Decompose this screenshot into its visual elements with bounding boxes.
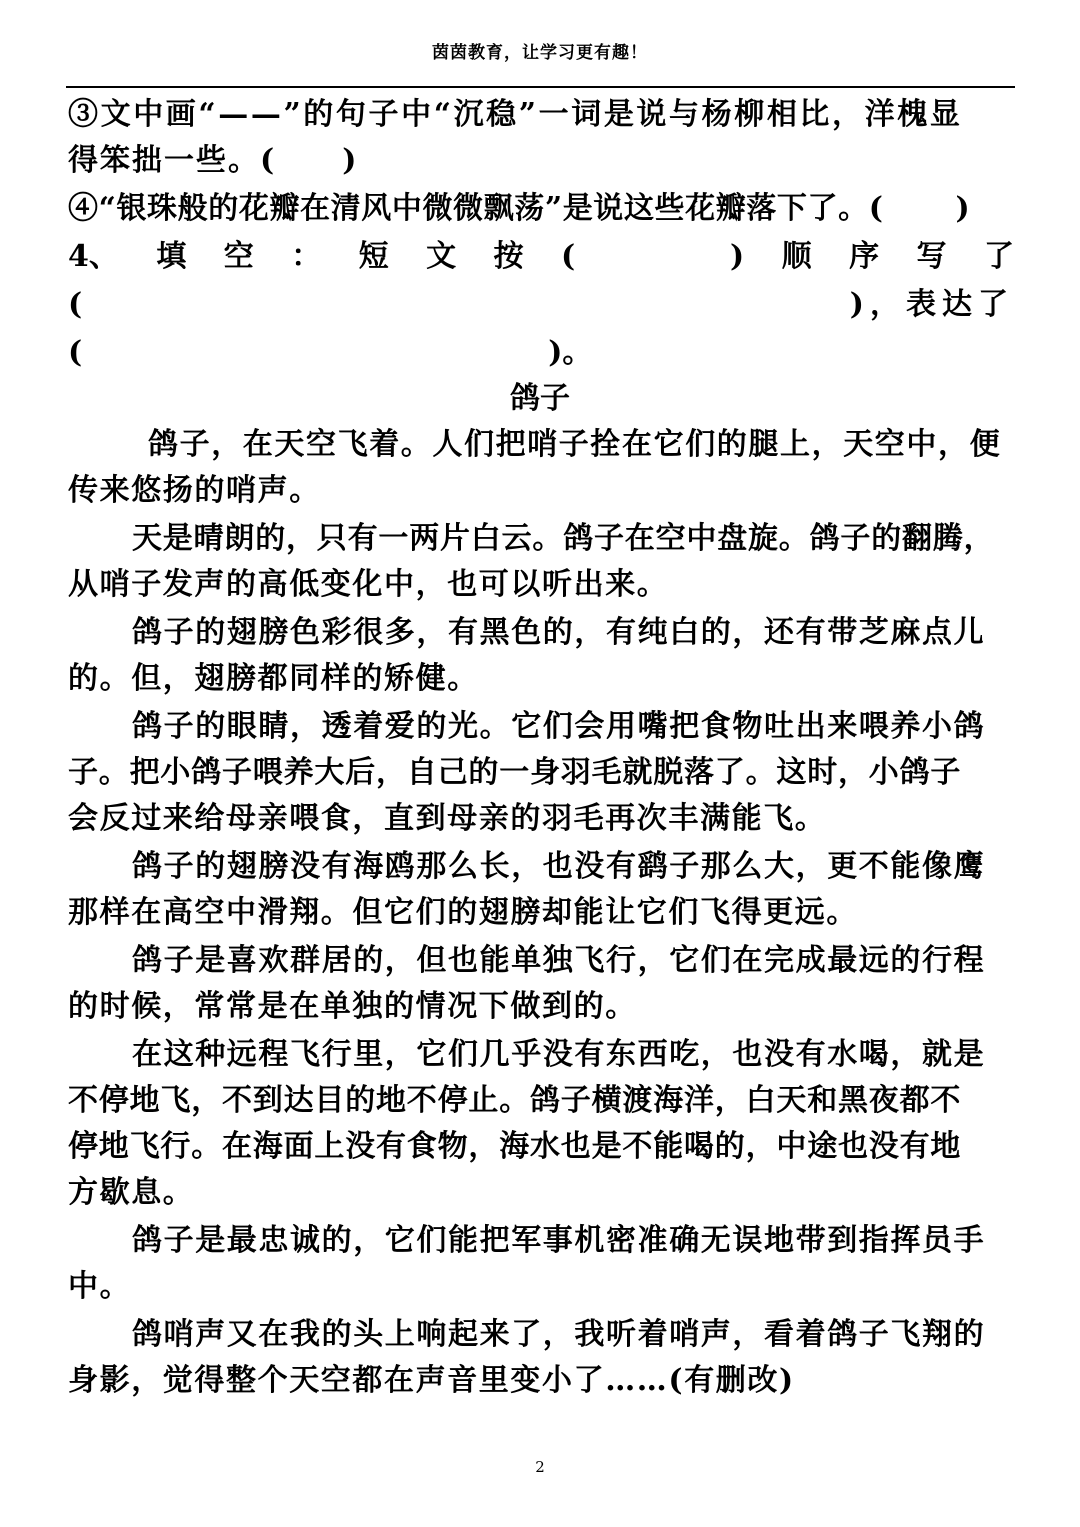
- page-header: 茵茵教育，让学习更有趣！: [432, 43, 648, 63]
- article-line: [68, 1264, 1014, 1310]
- fill-line3-close: )。: [548, 335, 593, 370]
- article-line: [68, 984, 1014, 1030]
- question-3-text: ③文中画“——”的句子中“沉稳”一词是说与杨柳相比，洋槐显: [68, 97, 963, 132]
- article-text: 方歇息。: [68, 1175, 195, 1210]
- article-text: 停地飞行。在海面上没有食物，海水也是不能喝的，中途也没有地: [68, 1129, 962, 1164]
- question-3-line-2: [68, 138, 1014, 184]
- fill-line2-close: )，表达了: [849, 287, 1014, 322]
- article-text: 传来悠扬的哨声。: [68, 473, 321, 508]
- fill-char: 顺: [781, 239, 812, 274]
- article-text: 鸽子是最忠诚的，它们能把军事机密准确无误地带到指挥员手: [132, 1223, 986, 1258]
- fill-char: 了: [983, 239, 1014, 274]
- fill-blank-line-3: [68, 330, 1014, 376]
- article-text: 的时候，常常是在单独的情况下做到的。: [68, 989, 637, 1024]
- page-number: 2: [535, 1458, 545, 1476]
- fill-blank-line-2: [68, 282, 1014, 328]
- article-line: [68, 422, 1014, 468]
- article-text: 从哨子发声的高低变化中，也可以听出来。: [68, 567, 669, 602]
- article-line: [68, 704, 1014, 750]
- article-text: 鸽子的翅膀没有海鸥那么长，也没有鹞子那么大，更不能像鹰: [132, 849, 986, 884]
- question-3-line-1: [68, 92, 1014, 138]
- question-4-paren-close: ): [955, 191, 970, 226]
- article-line: [68, 516, 1014, 562]
- article-line: [68, 1358, 1014, 1404]
- article-line: [68, 796, 1014, 842]
- fill-char: 序: [849, 239, 880, 274]
- fill-paren-open: (: [68, 335, 83, 370]
- article-title: 鸽子: [510, 381, 570, 416]
- answer-blank-order[interactable]: [613, 234, 693, 280]
- article-text: 天是晴朗的，只有一两片白云。鸽子在空中盘旋。鸽子的翻腾，: [132, 521, 995, 556]
- fill-blank-line-1: [68, 234, 1014, 280]
- fill-char: 填: [156, 239, 187, 274]
- article-text: 鸽子是喜欢群居的，但也能单独飞行，它们在完成最远的行程: [132, 943, 986, 978]
- fill-number: 4、: [68, 239, 119, 274]
- article-line: [68, 1124, 1014, 1170]
- fill-paren-open: (: [560, 239, 576, 274]
- article-line: [68, 610, 1014, 656]
- article-text: 在这种远程飞行里，它们几乎没有东西吃，也没有水喝，就是: [132, 1037, 986, 1072]
- article-text: 身影，觉得整个天空都在声音里变小了……(有删改): [68, 1363, 795, 1398]
- article-text: 中。: [68, 1269, 132, 1304]
- fill-char: 写: [916, 239, 947, 274]
- article-line: [68, 1078, 1014, 1124]
- fill-char: 文: [426, 239, 457, 274]
- fill-char: 短: [358, 239, 389, 274]
- article-line: [68, 750, 1014, 796]
- article-text: 不停地飞，不到达目的地不停止。鸽子横渡海洋，白天和黑夜都不: [68, 1083, 962, 1118]
- article-line: [68, 1170, 1014, 1216]
- article-line: [68, 844, 1014, 890]
- article-text: 鸽子的翅膀色彩很多，有黑色的，有纯白的，还有带芝麻点儿: [132, 615, 986, 650]
- article-line: [68, 890, 1014, 936]
- fill-char: 按: [493, 239, 524, 274]
- article-text: 鸽哨声又在我的头上响起来了，我听着哨声，看着鸽子飞翔的: [132, 1317, 986, 1352]
- article-line: [68, 562, 1014, 608]
- fill-paren-open: (: [68, 287, 83, 322]
- question-3-text-end: 得笨拙一些。(: [68, 143, 277, 178]
- article-line: [68, 938, 1014, 984]
- question-3-paren-close: ): [342, 143, 357, 178]
- article-line: [68, 656, 1014, 702]
- article-text: 子。把小鸽子喂养大后，自己的一身羽毛就脱落了。这时，小鸽子: [68, 755, 962, 790]
- article-text: 那样在高空中滑翔。但它们的翅膀却能让它们飞得更远。: [68, 895, 858, 930]
- article-text: 的。但，翅膀都同样的矫健。: [68, 661, 479, 696]
- article-line: [68, 1218, 1014, 1264]
- fill-char: ：: [291, 239, 322, 274]
- fill-char: 空: [223, 239, 254, 274]
- article-text: 鸽子，在天空飞着。人们把哨子拴在它们的腿上，天空中，便: [148, 427, 1002, 462]
- fill-paren-close: ): [730, 239, 745, 274]
- article-line: [68, 1032, 1014, 1078]
- article-line: [68, 468, 1014, 514]
- article-text: 鸽子的眼睛，透着爱的光。它们会用嘴把食物吐出来喂养小鸽: [132, 709, 986, 744]
- header-divider: [66, 86, 1015, 88]
- article-line: [68, 1312, 1014, 1358]
- question-4-text: ④“银珠般的花瓣在清风中微微飘荡”是说这些花瓣落下了。(: [68, 191, 884, 226]
- article-text: 会反过来给母亲喂食，直到母亲的羽毛再次丰满能飞。: [68, 801, 827, 836]
- question-4-line: [68, 186, 1014, 232]
